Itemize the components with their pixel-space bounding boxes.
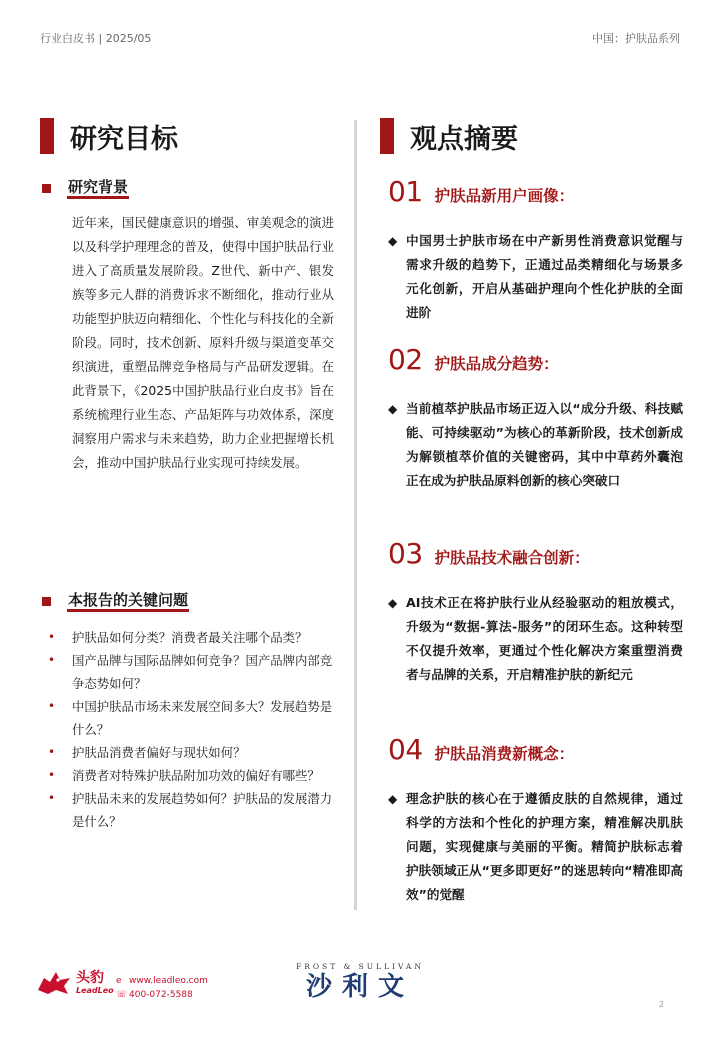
frost-sullivan-cn: 沙利文: [305, 972, 414, 1002]
list-item: [48, 787, 338, 833]
phone-icon: ☏: [116, 990, 128, 1000]
frost-sullivan-logo: [280, 962, 440, 1003]
background-heading-text: 研究背景: [67, 178, 129, 199]
list-item: [48, 649, 338, 695]
list-item: [48, 741, 338, 764]
view-body: [388, 229, 683, 325]
view-block-01: [388, 175, 683, 325]
heading-square-icon: [42, 184, 51, 193]
diamond-bullet-icon: ◆: [388, 792, 398, 806]
view-block-03: [388, 537, 683, 687]
view-number: 04: [388, 733, 423, 766]
header-report-type: 行业白皮书 | 2025/05: [40, 32, 152, 45]
view-block-04: [388, 733, 683, 907]
heading-square-icon: [42, 597, 51, 606]
view-head: [388, 733, 683, 769]
question-text: 护肤品如何分类？消费者最关注哪个品类？: [72, 630, 308, 645]
website-row: [116, 974, 208, 988]
page-number: 2: [658, 1000, 664, 1009]
view-number: 02: [388, 343, 423, 376]
view-text: 当前植萃护肤品市场正迈入以“成分升级、科技赋能、可持续驱动”为核心的革新阶段，技术创新成为解锁植萃价值的关键密码，其中中草药外囊泡正在成为护肤品原料创新的核心突破口: [406, 401, 683, 488]
leadleo-brand: [76, 970, 114, 996]
question-text: 护肤品未来的发展趋势如何？护肤品的发展潜力是什么？: [72, 791, 333, 829]
leadleo-logo: [36, 970, 114, 996]
view-body: [388, 397, 683, 493]
phone-row: [116, 988, 208, 1002]
view-body: [388, 787, 683, 907]
title-accent-bar: [40, 118, 54, 154]
bullet-icon: •: [48, 745, 56, 759]
list-item: [48, 764, 338, 787]
leadleo-logo-icon: [36, 970, 72, 996]
header-series: 中国：护肤品系列: [592, 32, 680, 45]
phone-number: 400-072-5588: [129, 990, 193, 1000]
diamond-bullet-icon: ◆: [388, 596, 398, 610]
view-number: 03: [388, 537, 423, 570]
question-text: 消费者对特殊护肤品附加功效的偏好有哪些？: [72, 768, 320, 783]
bullet-icon: •: [48, 630, 56, 644]
summary-title-text: 观点摘要: [410, 123, 518, 155]
bullet-icon: •: [48, 653, 56, 667]
website-link[interactable]: www.leadleo.com: [129, 976, 208, 986]
view-text: AI技术正在将护肤行业从经验驱动的粗放模式，升级为“数据-算法-服务”的闭环生态。这种转型不仅提升效率，更通过个性化解决方案重塑消费者与品牌的关系，开启精准护肤的新纪元: [406, 595, 683, 682]
view-text: 中国男士护肤市场在中产新男性消费意识觉醒与需求升级的趋势下，正通过品类精细化与场景多元化创新，开启从基础护理向个性化护肤的全面进阶: [406, 233, 683, 320]
bullet-icon: •: [48, 768, 56, 782]
view-text: 理念护肤的核心在于遵循皮肤的自然规律，通过科学的方法和个性化的护理方案，精准解决肌肤问题，实现健康与美丽的平衡。精简护肤标志着护肤领域正从“更多即更好”的迷思转向“精准即高效”的觉醒: [406, 791, 683, 902]
research-goal-title-text: 研究目标: [70, 123, 178, 155]
summary-title: [380, 116, 518, 156]
page-header: [40, 30, 680, 46]
question-text: 中国护肤品市场未来发展空间多大？发展趋势是什么？: [72, 699, 333, 737]
background-heading: [42, 178, 129, 199]
title-accent-bar: [380, 118, 394, 154]
list-item: [48, 695, 338, 741]
view-head: [388, 537, 683, 573]
diamond-bullet-icon: ◆: [388, 234, 398, 248]
view-title: 护肤品消费新概念：: [434, 745, 575, 763]
key-questions-heading-text: 本报告的关键问题: [67, 591, 189, 612]
key-questions-heading: [42, 591, 189, 612]
diamond-bullet-icon: ◆: [388, 402, 398, 416]
leadleo-name-cn: 头豹: [76, 970, 104, 986]
view-head: [388, 343, 683, 379]
page-footer: [0, 960, 720, 1010]
view-title: 护肤品成分趋势：: [434, 355, 559, 373]
question-text: 护肤品消费者偏好与现状如何？: [72, 745, 246, 760]
question-text: 国产品牌与国际品牌如何竞争？国产品牌内部竞争态势如何？: [72, 653, 333, 691]
view-number: 01: [388, 175, 423, 208]
view-body: [388, 591, 683, 687]
globe-icon: e: [116, 976, 122, 986]
column-divider: [354, 120, 357, 910]
bullet-icon: •: [48, 791, 56, 805]
key-questions-list: [48, 626, 338, 833]
view-title: 护肤品技术融合创新：: [434, 549, 590, 567]
leadleo-name-en: LeadLeo: [76, 986, 114, 995]
leadleo-contact: [116, 974, 208, 1002]
bullet-icon: •: [48, 699, 56, 713]
list-item: [48, 626, 338, 649]
background-paragraph: 近年来，国民健康意识的增强、审美观念的演进以及科学护理理念的普及，使得中国护肤品行业进入了高质量发展阶段。Z世代、新中产、银发族等多元人群的消费诉求不断细化，推动行业从功能型护肤迈向精细化、个性化与科技化的全新阶段。同时，技术创新、原料升级与渠道变革交织演进，重塑品牌竞争格局与产品研发逻辑。在此背景下，《2025中国护肤品行业白皮书》旨在系统梳理行业生态、产品矩阵与功效体系，深度洞察用户需求与未来趋势，助力企业把握增长机会，推动中国护肤品行业实现可持续发展。: [72, 215, 334, 470]
research-goal-title: [40, 116, 178, 156]
frost-sullivan-en: FROST & SULLIVAN: [296, 962, 424, 971]
view-head: [388, 175, 683, 211]
view-block-02: [388, 343, 683, 493]
view-title: 护肤品新用户画像：: [434, 187, 575, 205]
